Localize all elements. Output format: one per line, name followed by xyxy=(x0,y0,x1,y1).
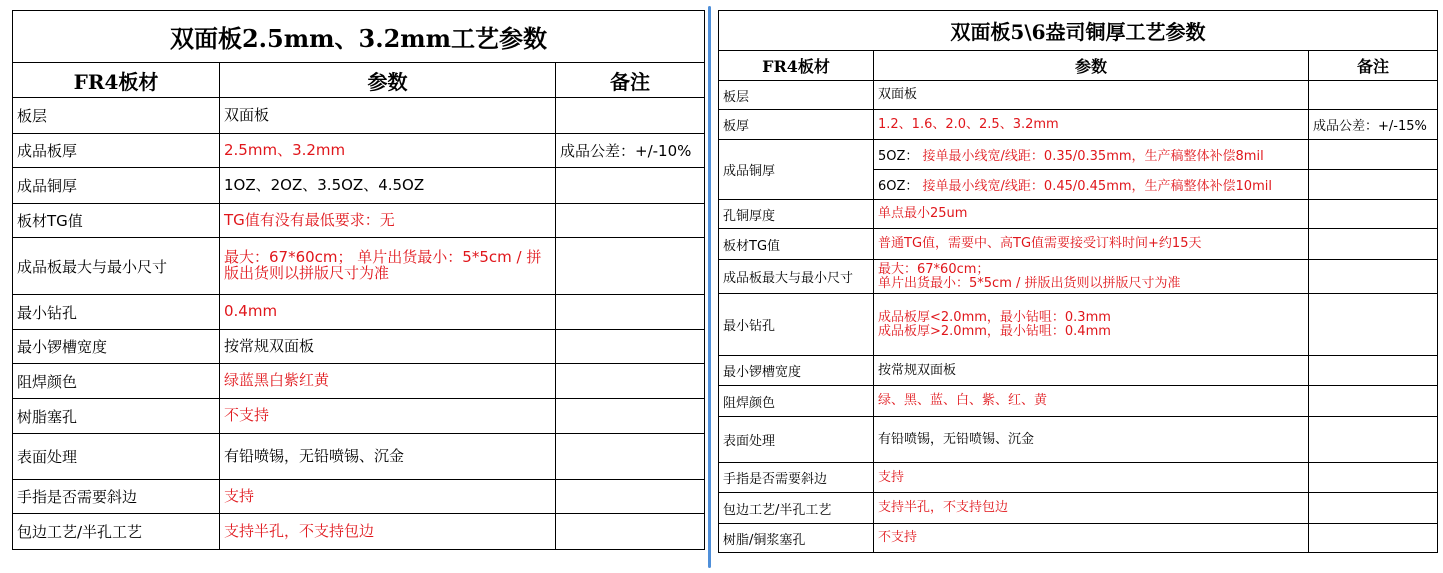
row-label: 最小钻孔 xyxy=(13,295,220,330)
row-note xyxy=(556,434,705,480)
row-note xyxy=(556,168,705,204)
row-value: 有铅喷锡，无铅喷锡、沉金 xyxy=(874,417,1309,463)
row-value: 双面板 xyxy=(220,98,556,134)
table-row xyxy=(13,238,705,295)
table-row xyxy=(13,364,705,399)
row-note xyxy=(1309,229,1438,260)
table-row xyxy=(13,98,705,134)
row-value-line: 最大：67*60cm； xyxy=(878,261,990,277)
right-params-table xyxy=(718,10,1438,553)
row-note xyxy=(1309,260,1438,294)
table-row xyxy=(719,140,1438,170)
row-label: 手指是否需要斜边 xyxy=(13,480,220,514)
left-header-material: FR4板材 xyxy=(13,63,220,98)
table-row xyxy=(719,463,1438,493)
row-note: 成品公差：+/-10% xyxy=(556,134,705,168)
table-row xyxy=(719,524,1438,553)
row-note xyxy=(1309,417,1438,463)
row-note xyxy=(556,204,705,238)
row-label: 成品板厚 xyxy=(13,134,220,168)
row-label: 板层 xyxy=(13,98,220,134)
row-label: 板层 xyxy=(719,81,874,110)
table-row xyxy=(13,295,705,330)
row-value: 0.4mm xyxy=(220,295,556,330)
row-label: 表面处理 xyxy=(13,434,220,480)
table-row xyxy=(719,386,1438,417)
row-label: 板材TG值 xyxy=(719,229,874,260)
table-row xyxy=(719,81,1438,110)
row-note xyxy=(556,514,705,550)
row-label: 最小钻孔 xyxy=(719,294,874,356)
row-label: 最小锣槽宽度 xyxy=(13,330,220,364)
row-note xyxy=(1309,493,1438,524)
right-table-title: 双面板5\6盎司铜厚工艺参数 xyxy=(719,11,1438,51)
table-row xyxy=(719,260,1438,294)
row-label: 包边工艺/半孔工艺 xyxy=(719,493,874,524)
row-note xyxy=(1309,463,1438,493)
table-row xyxy=(13,480,705,514)
row-label: 孔铜厚度 xyxy=(719,200,874,229)
row-label: 成品板最大与最小尺寸 xyxy=(719,260,874,294)
row-value: 最大：67*60cm； 单片出货最小：5*5cm / 拼版出货则以拼版尺寸为准 xyxy=(220,238,556,295)
row-label: 成品板最大与最小尺寸 xyxy=(13,238,220,295)
row-note xyxy=(556,364,705,399)
row-value: 1OZ、2OZ、3.5OZ、4.5OZ xyxy=(220,168,556,204)
row-label: 阻焊颜色 xyxy=(719,386,874,417)
copper-weight-label: 5OZ： xyxy=(878,149,919,164)
row-value: 支持 xyxy=(874,463,1309,493)
row-value-line: 成品板厚<2.0mm，最小钻咀：0.3mm xyxy=(878,309,1111,325)
row-note xyxy=(1309,524,1438,553)
table-row xyxy=(13,399,705,434)
row-value: 双面板 xyxy=(874,81,1309,110)
row-label: 成品铜厚 xyxy=(13,168,220,204)
row-label: 手指是否需要斜边 xyxy=(719,463,874,493)
row-note xyxy=(1309,386,1438,417)
table-row xyxy=(719,200,1438,229)
row-note xyxy=(1309,294,1438,356)
table-row xyxy=(13,330,705,364)
row-note xyxy=(1309,140,1438,170)
right-header-material: FR4板材 xyxy=(719,51,874,81)
row-note xyxy=(1309,356,1438,386)
table-row xyxy=(719,417,1438,463)
row-note xyxy=(1309,81,1438,110)
copper-weight-spec: 接单最小线宽/线距：0.45/0.45mm，生产稿整体补偿10mil xyxy=(918,179,1272,194)
row-value xyxy=(874,294,1309,356)
row-label: 板厚 xyxy=(719,110,874,140)
row-value xyxy=(874,260,1309,294)
row-label: 树脂/铜浆塞孔 xyxy=(719,524,874,553)
table-row xyxy=(13,168,705,204)
right-header-notes: 备注 xyxy=(1309,51,1438,81)
row-value-line: 成品板厚>2.0mm，最小钻咀：0.4mm xyxy=(878,323,1111,339)
row-note xyxy=(556,480,705,514)
row-note xyxy=(556,330,705,364)
row-label: 板材TG值 xyxy=(13,204,220,238)
row-label: 表面处理 xyxy=(719,417,874,463)
table-row xyxy=(719,294,1438,356)
right-header-params: 参数 xyxy=(874,51,1309,81)
table-row xyxy=(13,434,705,480)
row-label: 树脂塞孔 xyxy=(13,399,220,434)
table-row xyxy=(719,356,1438,386)
table-row xyxy=(719,229,1438,260)
row-label: 包边工艺/半孔工艺 xyxy=(13,514,220,550)
row-value: 绿、黑、蓝、白、紫、红、黄 xyxy=(874,386,1309,417)
panel-divider xyxy=(708,6,711,568)
row-value xyxy=(874,170,1309,200)
row-value: 不支持 xyxy=(220,399,556,434)
left-header-params: 参数 xyxy=(220,63,556,98)
row-label: 成品铜厚 xyxy=(719,140,874,200)
row-value: 普通TG值，需要中、高TG值需要接受订料时间+约15天 xyxy=(874,229,1309,260)
table-row xyxy=(13,134,705,168)
left-header-notes: 备注 xyxy=(556,63,705,98)
row-note xyxy=(1309,170,1438,200)
copper-weight-label: 6OZ： xyxy=(878,179,919,194)
row-value: 支持 xyxy=(220,480,556,514)
row-value: 不支持 xyxy=(874,524,1309,553)
row-note xyxy=(556,98,705,134)
row-value: 支持半孔，不支持包边 xyxy=(874,493,1309,524)
row-value: 2.5mm、3.2mm xyxy=(220,134,556,168)
row-note xyxy=(1309,200,1438,229)
table-row xyxy=(13,204,705,238)
row-note xyxy=(556,238,705,295)
row-value: 支持半孔，不支持包边 xyxy=(220,514,556,550)
row-value: 按常规双面板 xyxy=(220,330,556,364)
row-note xyxy=(556,295,705,330)
row-value: 有铅喷锡，无铅喷锡、沉金 xyxy=(220,434,556,480)
row-value: 单点最小25um xyxy=(874,200,1309,229)
left-table-title: 双面板2.5mm、3.2mm工艺参数 xyxy=(13,11,705,63)
row-value: TG值有没有最低要求：无 xyxy=(220,204,556,238)
row-value xyxy=(874,140,1309,170)
row-note: 成品公差：+/-15% xyxy=(1309,110,1438,140)
table-row xyxy=(13,514,705,550)
row-value: 按常规双面板 xyxy=(874,356,1309,386)
table-row xyxy=(719,493,1438,524)
table-row xyxy=(719,110,1438,140)
copper-weight-spec: 接单最小线宽/线距：0.35/0.35mm，生产稿整体补偿8mil xyxy=(918,149,1264,164)
row-value: 绿蓝黑白紫红黄 xyxy=(220,364,556,399)
row-value: 1.2、1.6、2.0、2.5、3.2mm xyxy=(874,110,1309,140)
row-value-line: 单片出货最小：5*5cm / 拼版出货则以拼版尺寸为准 xyxy=(878,275,1181,291)
row-note xyxy=(556,399,705,434)
row-label: 阻焊颜色 xyxy=(13,364,220,399)
left-params-table xyxy=(12,10,705,550)
row-label: 最小锣槽宽度 xyxy=(719,356,874,386)
